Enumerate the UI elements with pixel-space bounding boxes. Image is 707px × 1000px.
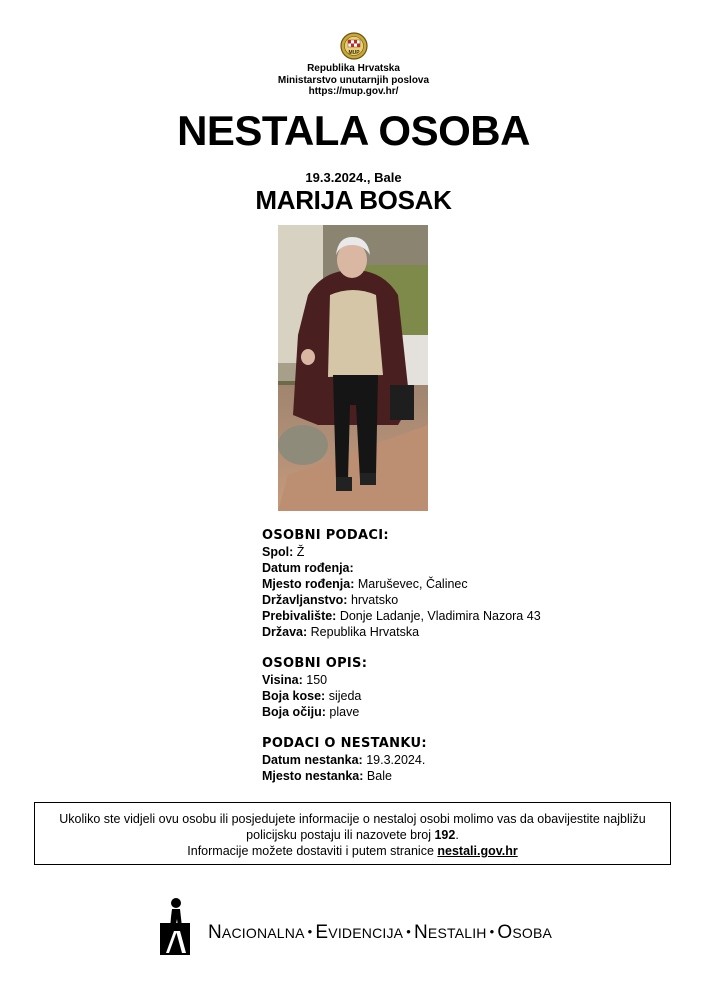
footer-word-rest: SOBA (512, 925, 553, 941)
footer-word-cap: E (315, 922, 329, 943)
notice-line: Ukoliko ste vidjeli ovu osobu ili posjedujete informacije o nestaloj osobi molimo vas da obavijestite najbližu (59, 812, 646, 826)
field-value: Donje Ladanje, Vladimira Nazora 43 (339, 609, 541, 623)
field-label: Spol: (262, 545, 294, 559)
info-section (262, 527, 682, 799)
missing-person-photo (278, 225, 428, 511)
personal-data-heading: OSOBNI PODACI: (262, 528, 389, 543)
date-place: 19.3.2024., Bale (305, 170, 402, 185)
field-row (262, 704, 682, 720)
field-row (262, 608, 682, 624)
header-url: https://mup.gov.hr/ (308, 86, 399, 97)
disappearance-heading: PODACI O NESTANKU: (262, 736, 427, 751)
notice-line (35, 827, 670, 843)
field-value: sijeda (328, 689, 362, 703)
header-ministry: Ministarstvo unutarnjih poslova (277, 74, 430, 86)
walking-person-logo-icon (158, 897, 192, 955)
personal-data-section (262, 527, 682, 640)
field-row (262, 624, 682, 640)
personal-description-section (262, 655, 682, 720)
field-value: 150 (306, 673, 328, 687)
field-value: 19.3.2024. (366, 753, 426, 767)
phone-number: 192 (434, 828, 456, 842)
field-row (262, 576, 682, 592)
header-country: Republika Hrvatska (307, 63, 400, 74)
field-label: Datum nestanka: (262, 753, 363, 767)
field-label: Datum rođenja: (262, 561, 354, 575)
notice-box (34, 802, 671, 865)
disappearance-section (262, 735, 682, 784)
person-name: MARIJA BOSAK (255, 185, 452, 215)
field-label: Mjesto rođenja: (262, 577, 355, 591)
field-label: Mjesto nestanka: (262, 769, 364, 783)
notice-text: . (455, 828, 459, 842)
footer-word-rest: VIDENCIJA (328, 925, 404, 941)
field-label: Boja očiju: (262, 705, 326, 719)
field-row (262, 688, 682, 704)
field-row (262, 768, 682, 784)
mup-crest-logo (339, 32, 369, 60)
field-row (262, 544, 682, 560)
notice-text: policijsku postaju ili nazovete broj (246, 828, 435, 842)
footer-brand (158, 897, 578, 957)
notice-text: Informacije možete dostaviti i putem stranice (187, 844, 438, 858)
svg-text:MUP: MUP (347, 50, 360, 56)
footer-word-rest: ACIONALNA (221, 925, 305, 941)
footer-word-cap: N (413, 922, 428, 943)
footer-separator: • (406, 924, 411, 939)
field-value: hrvatsko (350, 593, 399, 607)
field-value: Maruševec, Čalinec (357, 577, 468, 591)
footer-word-rest: ESTALIH (427, 925, 487, 941)
field-row (262, 752, 682, 768)
field-label: Prebivalište: (262, 609, 337, 623)
footer-word-cap: O (497, 922, 513, 943)
header (0, 32, 707, 98)
footer-word-cap: N (208, 922, 222, 943)
footer-separator: • (307, 924, 313, 939)
field-label: Visina: (262, 673, 303, 687)
field-row (262, 592, 682, 608)
footer-separator: • (489, 924, 495, 939)
field-value: plave (329, 705, 360, 719)
page-title: NESTALA OSOBA (177, 107, 530, 154)
field-label: Država: (262, 625, 308, 639)
field-value: Republika Hrvatska (310, 625, 420, 639)
field-value: Ž (296, 545, 305, 559)
field-row (262, 560, 682, 576)
field-label: Boja kose: (262, 689, 326, 703)
field-value: Bale (366, 769, 392, 783)
personal-description-heading: OSOBNI OPIS: (262, 656, 368, 671)
notice-line (35, 843, 670, 859)
field-row (262, 672, 682, 688)
footer-text (208, 922, 552, 944)
nestali-link[interactable]: nestali.gov.hr (437, 844, 518, 858)
field-label: Državljanstvo: (262, 593, 348, 607)
